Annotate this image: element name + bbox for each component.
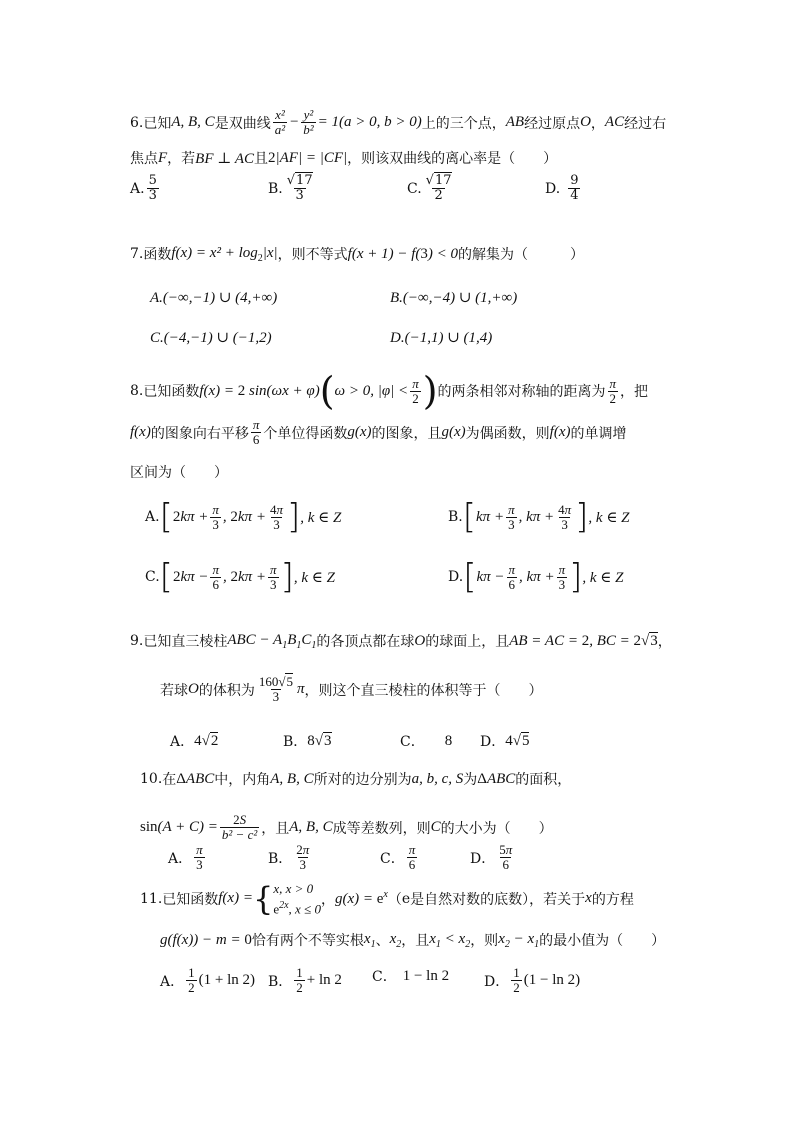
q6-option-c: C. $\frac{√17}{2}$ — [407, 173, 452, 203]
q10-option-a: A． $\frac{\pi}{3}$ — [168, 842, 203, 872]
q6-option-b: B. $\frac{√17}{3}$ — [268, 173, 313, 203]
q8-line-2: f(x) 的图象向右平移 $\frac{\pi}{6}$ 个单位得函数 g(x) 的图象，且 g(x) 为偶函数，则 f(x) 的单调增 — [130, 417, 627, 447]
q10-line-1: 10. 在 ΔABC 中，内角 A, B, C 所对的边分别为 a, b, c, S 为 ΔABC 的面积， — [140, 770, 572, 788]
q9-line-2: 若球 O 的体积为 $\frac{160√5}{3}$ π ，则这个直三棱柱的体积等于（ ） — [160, 674, 543, 704]
q6-option-d: D. $\frac{9}{4}$ — [545, 173, 579, 203]
q10-option-b: B． $\frac{2\pi}{3}$ — [268, 842, 310, 872]
q7-option-d: D.(−1,1) ∪ (1,4) — [390, 330, 493, 346]
q10-line-2: sin(A + C) = $\frac{2S}{\text{b² − c²}}$ ，且 A, B, C 成等差数列，则 C 的大小为（ ） — [140, 812, 553, 842]
q7-option-a: A.(−∞,−1) ∪ (4,+∞) — [150, 290, 278, 306]
q7-option-b: B.(−∞,−4) ∪ (1,+∞) — [390, 290, 518, 306]
q6-line-1: 6. 已知 A, B, C 是双曲线 $\frac{\text{x²}}{\text{a²}}$ − $\frac{\text{y²}}{\text{b²}}$ = 1(a > 0, b > 0) 上的三个点， AB 经过原点 O ， AC 经过右 — [130, 107, 667, 137]
q9-line-1: 9. 已知直三棱柱 ABC − $A_1B_1C_1$ 的各顶点都在球 O 的球面上，且 AB = AC = 2, BC = 2√3 ， — [130, 631, 672, 651]
q8-option-b: B. [ kπ + $\frac{\pi}{3}$ , kπ + $\frac{4\pi}{3}$ ] , k ∈ Z — [448, 497, 630, 537]
q11-option-d: D． $\frac{1}{2}$ (1 − ln 2) — [484, 965, 581, 995]
q9-option-b: B． 8√3 — [283, 732, 332, 750]
q11-option-c: C． 1 − ln 2 — [372, 967, 450, 985]
q9-option-c: C． 8 — [400, 732, 453, 750]
q10-option-c: C． $\frac{\pi}{6}$ — [380, 842, 416, 872]
q10-option-d: D． $\frac{5\pi}{6}$ — [470, 842, 513, 872]
q9-option-a: A． 4√2 — [170, 732, 219, 750]
q6-option-a: A. $\frac{5}{3}$ — [130, 173, 157, 203]
q11-line-2: g(f(x)) − m = 0 恰有两个不等实根 $x_1$ 、 $x_2$ ，且 $x_1 < x_2$ ，则 $x_2 - x_1$ 的最小值为（ ） — [160, 930, 666, 950]
q8-line-3: 区间为（ ） — [130, 465, 228, 481]
q7-line-1: 7. 函数 $f(x) = x^2 + \log_2|x|$ ，则不等式 f(x + 1) − f(3) < 0 的解集为（ ） — [130, 244, 585, 264]
q8-line-1: 8. 已知函数 f(x) = 2 sin(ωx + φ) ( ω > 0, |φ| < $\frac{\pi}{2}$ ) 的两条相邻对称轴的距离为 $\frac{\pi}{2}$ ，把 — [130, 369, 649, 413]
q11-option-b: B． $\frac{1}{2}$ + ln 2 — [268, 965, 342, 995]
q7-option-c: C.(−4,−1) ∪ (−1,2) — [150, 330, 272, 346]
q8-option-a: A. [ 2kπ + $\frac{\pi}{3}$ , 2kπ + $\frac{4\pi}{3}$ ] , k ∈ Z — [145, 497, 342, 537]
q6-number: 6. — [130, 114, 144, 131]
q9-option-d: D． 4√5 — [480, 732, 530, 750]
q6-line-2: 焦点 F ，若 BF ⊥ AC 且 2|AF| = |CF| ，则该双曲线的离心率是（ ） — [130, 149, 558, 167]
q8-option-d: D. [ kπ − $\frac{\pi}{6}$ , kπ + $\frac{\pi}{3}$ ] , k ∈ Z — [448, 557, 624, 597]
q11-line-1: 11. 已知函数 f(x) = { x, x > 0 $e^{2x}$, x ≤ 0 ， $g(x) = e^x$ （ e 是自然对数的底数），若关于 x 的方程 — [140, 879, 634, 918]
q11-option-a: A． $\frac{1}{2}$ (1 + ln 2) — [160, 965, 255, 995]
q8-option-c: C. [ 2kπ − $\frac{\pi}{6}$ , 2kπ + $\frac{\pi}{3}$ ] , k ∈ Z — [145, 557, 335, 597]
